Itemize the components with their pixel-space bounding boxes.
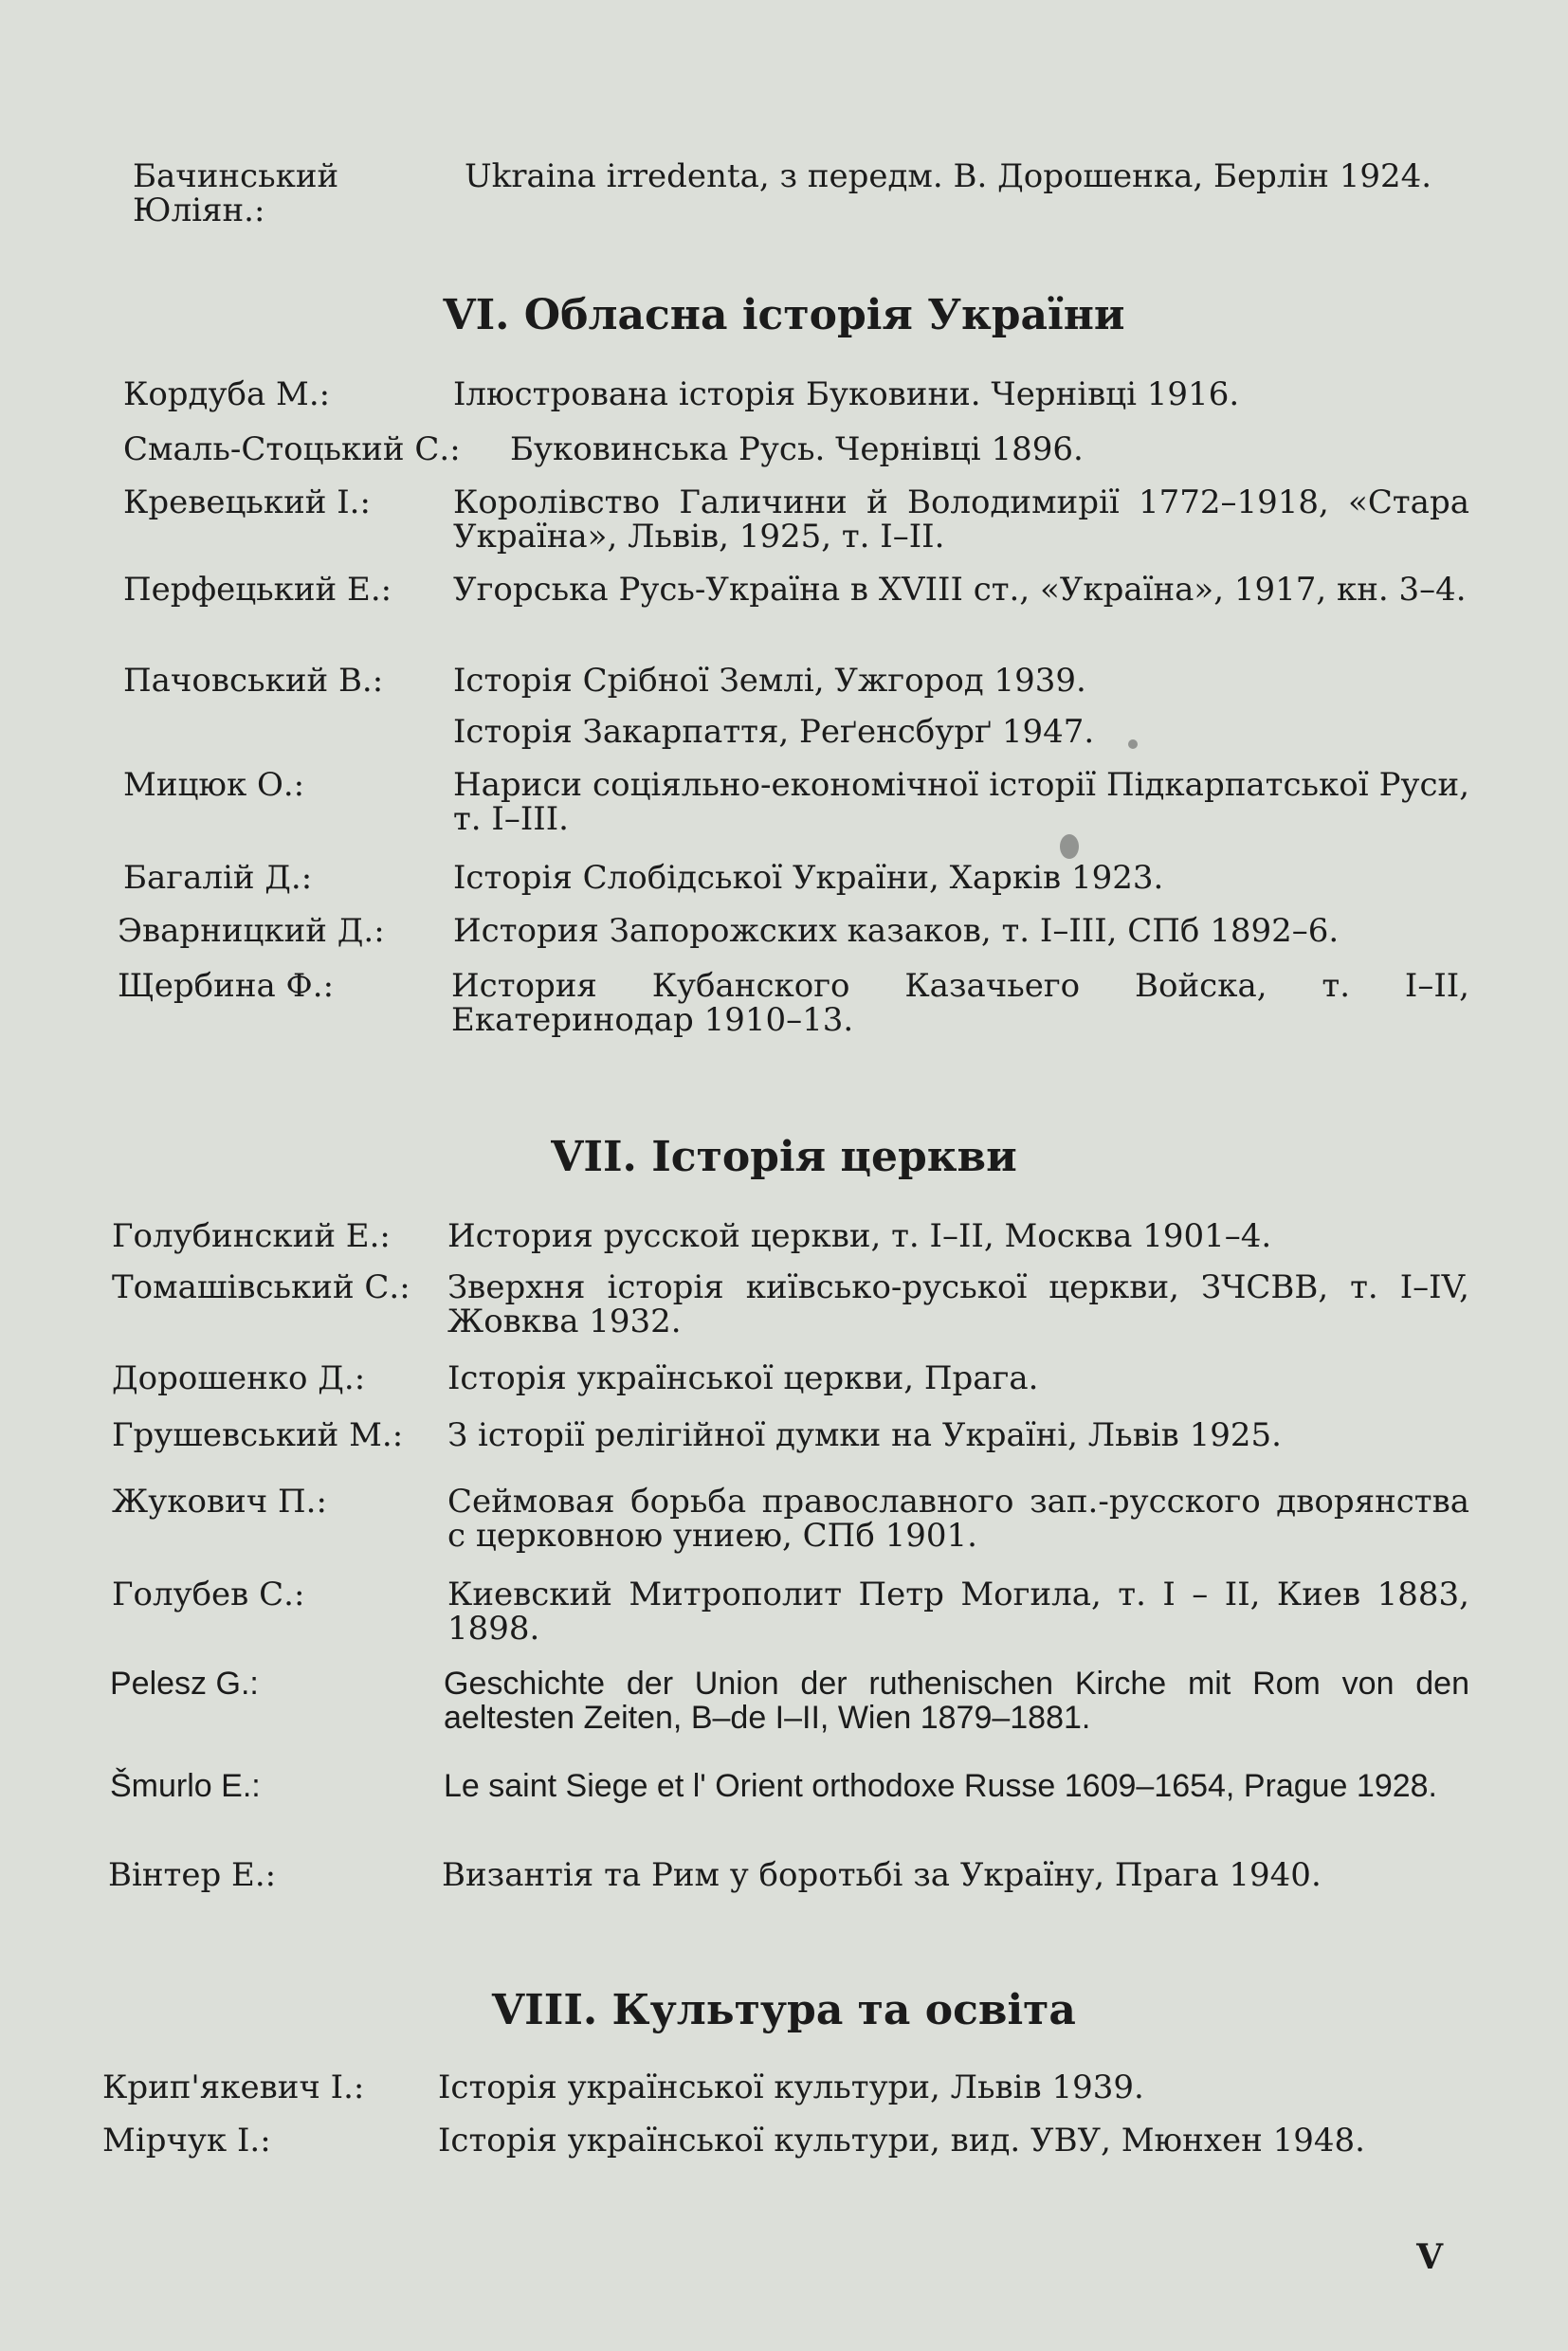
entry-author: Жукович П.:	[112, 1483, 327, 1521]
entry-author: Пачовський В.:	[123, 662, 384, 700]
entry-author: Перфецький Е.:	[123, 571, 392, 609]
entry-work: Історія Слобідської України, Харків 1923.	[453, 859, 1164, 897]
entry-work: История Кубанского Казачьего Войска, т. І–ІІ, Екатеринодар 1910–13.	[451, 967, 1469, 1039]
entry-work: История русской церкви, т. І–ІІ, Москва 1901–4.	[447, 1217, 1272, 1255]
entry-work: Le saint Siege et l' Orient orthodoxe Russe 1609–1654, Prague 1928.	[444, 1768, 1437, 1804]
entry-work: Угорська Русь-Україна в XVIII ст., «Україна», 1917, кн. 3–4.	[453, 571, 1467, 609]
section-heading: VII. Історія церкви	[551, 1133, 1017, 1181]
entry-author: Мірчук І.:	[102, 2122, 271, 2160]
entry-author: Голубинский Е.:	[112, 1217, 391, 1255]
entry-author: Кордуба М.:	[123, 375, 331, 413]
entry-author: Мицюк О.:	[123, 766, 305, 804]
ink-spot	[1060, 834, 1079, 859]
entry-work: Нариси соціяльно-економічної історії Підкарпатської Руси, т. І–ІІІ.	[453, 766, 1469, 838]
entry-author: Pelesz G.:	[110, 1666, 259, 1702]
page-number: V	[1416, 2237, 1443, 2277]
entry-work: Історія Срібної Землі, Ужгород 1939.	[453, 662, 1086, 700]
entry-work: Ukraina irredenta, з передм. В. Дорошенка, Берлін 1924.	[465, 157, 1432, 195]
entry-author: Щербина Ф.:	[118, 967, 335, 1005]
entry-author: Крип'якевич І.:	[102, 2069, 365, 2106]
entry-work: Історія української церкви, Прага.	[447, 1359, 1039, 1397]
entry-work: Історія української культури, Львів 1939.	[438, 2069, 1144, 2106]
entry-work: Історія Закарпаття, Реґенсбурґ 1947.	[453, 713, 1095, 751]
entry-work: Королівство Галичини й Володимирії 1772–1918, «Стара Україна», Львів, 1925, т. І–ІІ.	[453, 483, 1469, 556]
entry-author: Смаль-Стоцький С.:	[123, 430, 461, 468]
entry-author: Эварницкий Д.:	[118, 912, 385, 950]
entry-author: Вінтер Е.:	[108, 1856, 277, 1894]
entry-work: История Запорожских казаков, т. І–ІІІ, СПб 1892–6.	[453, 912, 1340, 950]
entry-work: Буковинська Русь. Чернівці 1896.	[510, 430, 1084, 468]
entry-work: Зверхня історія київсько-руської церкви, ЗЧСВВ, т. І–IV, Жовква 1932.	[447, 1268, 1469, 1340]
entry-author: Грушевський М.:	[112, 1416, 404, 1454]
entry-work: Киевский Митрополит Петр Могила, т. І – ІІ, Киев 1883, 1898.	[447, 1576, 1469, 1648]
entry-work: З історії релігійної думки на Україні, Львів 1925.	[447, 1416, 1282, 1454]
entry-work: Византія та Рим у боротьбі за Україну, Прага 1940.	[442, 1856, 1322, 1894]
ink-spot	[1128, 739, 1138, 749]
entry-work: Історія української культури, вид. УВУ, Мюнхен 1948.	[438, 2122, 1365, 2160]
entry-work: Сеймовая борьба православного зап.-русского дворянства с церковною униею, СПб 1901.	[447, 1483, 1469, 1555]
entry-author: Кревецький І.:	[123, 483, 371, 521]
entry-author: Томашівський С.:	[112, 1268, 410, 1306]
entry-author: Голубев С.:	[112, 1576, 305, 1613]
entry-work: Ілюстрована історія Буковини. Чернівці 1916.	[453, 375, 1240, 413]
entry-work: Geschichte der Union der ruthenischen Kirche mit Rom von den aeltesten Zeiten, B–de I–II, Wien 1879–1881.	[444, 1666, 1469, 1736]
entry-author: Багалій Д.:	[123, 859, 313, 897]
entry-author: Дорошенко Д.:	[112, 1359, 366, 1397]
section-heading: VIII. Культура та освіта	[492, 1986, 1076, 2034]
entry-author: Бачинський Юліян.:	[133, 157, 339, 229]
section-heading: VI. Обласна історія України	[443, 291, 1125, 339]
entry-author: Šmurlo E.:	[110, 1768, 261, 1804]
